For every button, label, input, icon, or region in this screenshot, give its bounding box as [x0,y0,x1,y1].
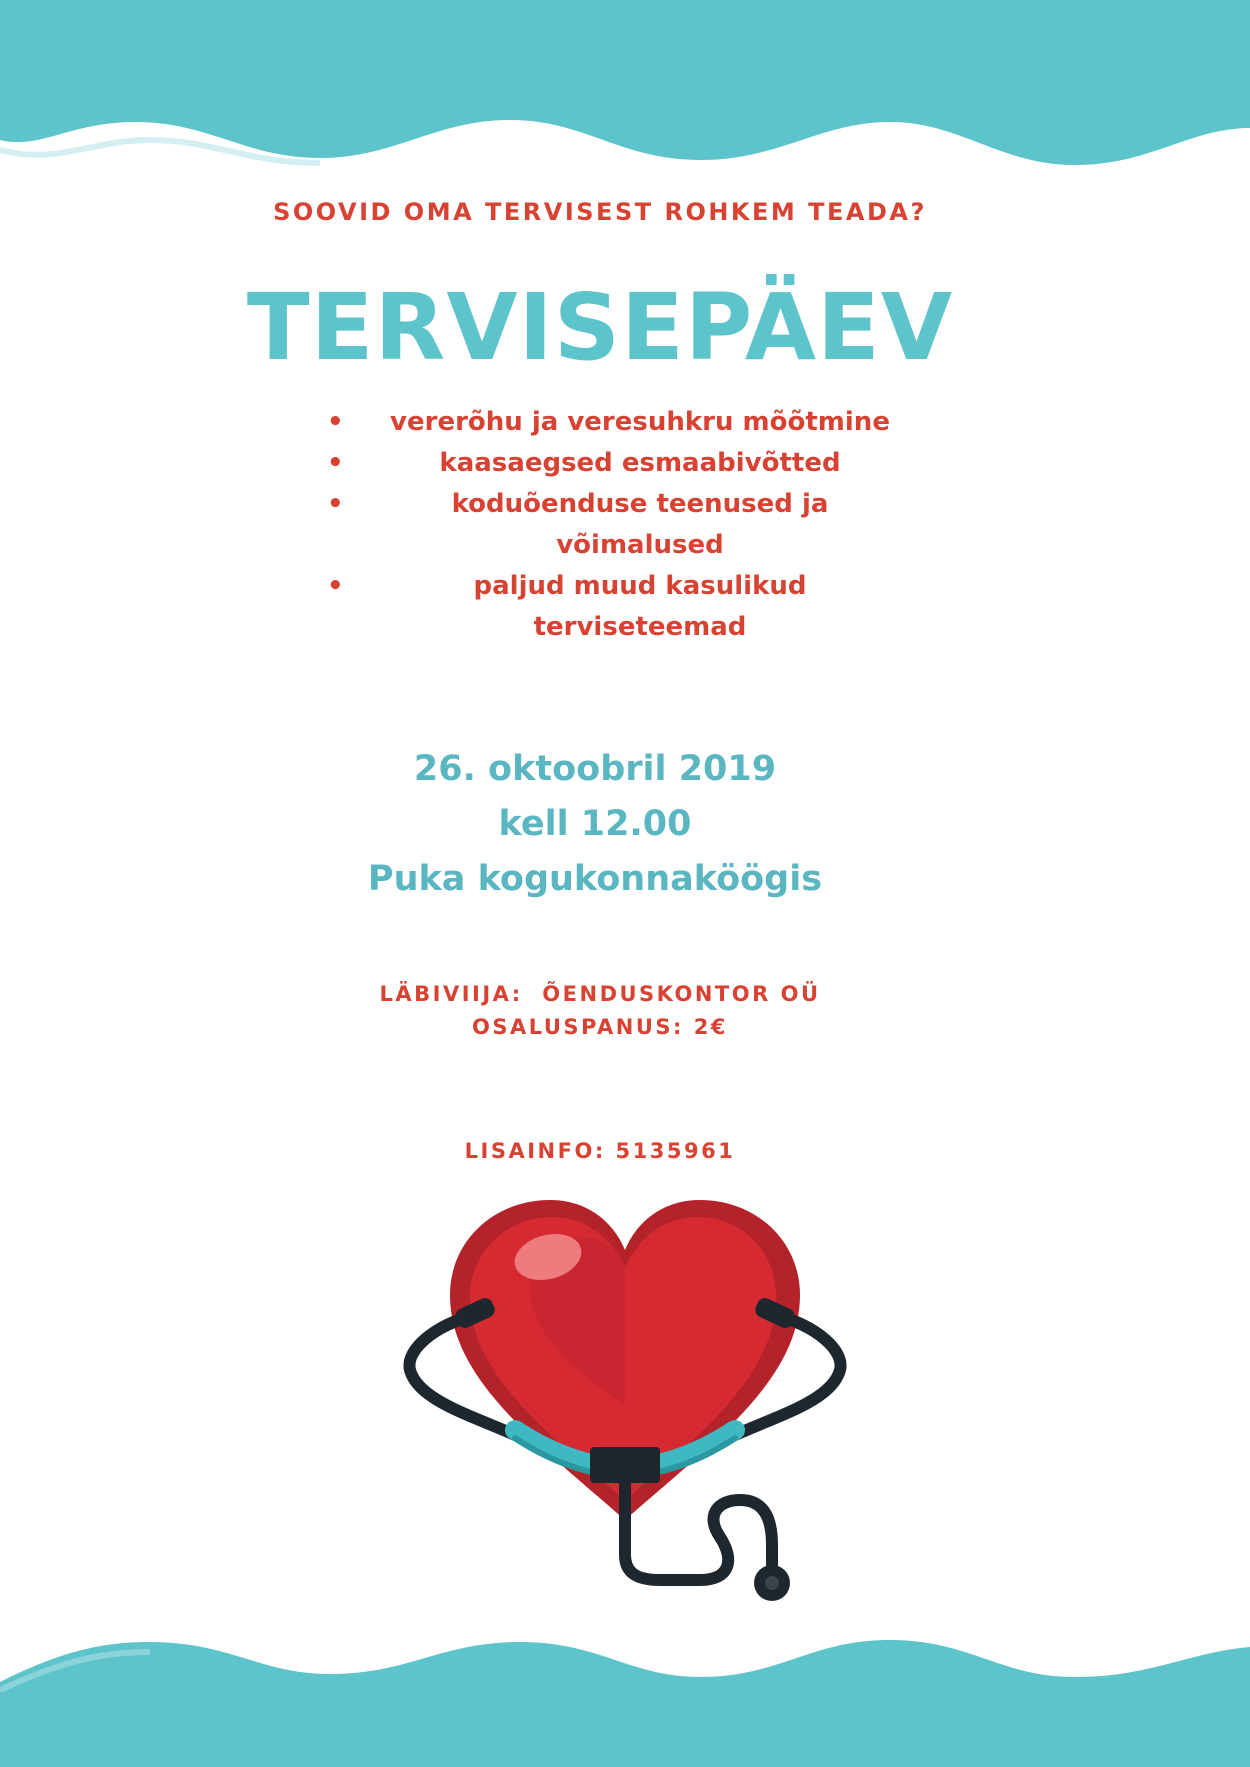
fee-line: OSALUSPANUS: 2€ [472,1015,728,1039]
page-title: TERVISEPÄEV [246,274,954,381]
bullet-marker: • [327,407,344,437]
event-date: 26. oktoobril 2019 [413,749,777,789]
event-location: Puka kogukonnaköögis [367,859,823,899]
top-wave-banner [0,0,1250,170]
headline-question: SOOVID OMA TERVISEST ROHKEM TEADA? [273,198,927,226]
heart-with-stethoscope-icon [400,1185,850,1605]
bottom-wave-banner [0,1622,1250,1767]
list-item [325,566,915,648]
event-meta [0,978,1200,1044]
feature-list [325,402,915,648]
contact-info: LISAINFO: 5135961 [464,1139,736,1163]
organizer-line: LÄBIVIIJA: ÕENDUSKONTOR OÜ [379,982,821,1006]
list-item [325,443,915,484]
bullet-marker: • [327,448,344,478]
feature-text: kaasaegsed esmaabivõtted [439,448,841,478]
event-details [0,742,1190,907]
event-time: kell 12.00 [498,804,692,844]
feature-text: paljud muud kasulikud terviseteemad [473,571,807,642]
feature-text: vererõhu ja veresuhkru mõõtmine [390,407,890,437]
list-item [325,484,915,566]
bullet-marker: • [327,489,344,519]
bullet-marker: • [327,571,344,601]
feature-text: koduõenduse teenused ja võimalused [451,489,829,560]
list-item [325,402,915,443]
